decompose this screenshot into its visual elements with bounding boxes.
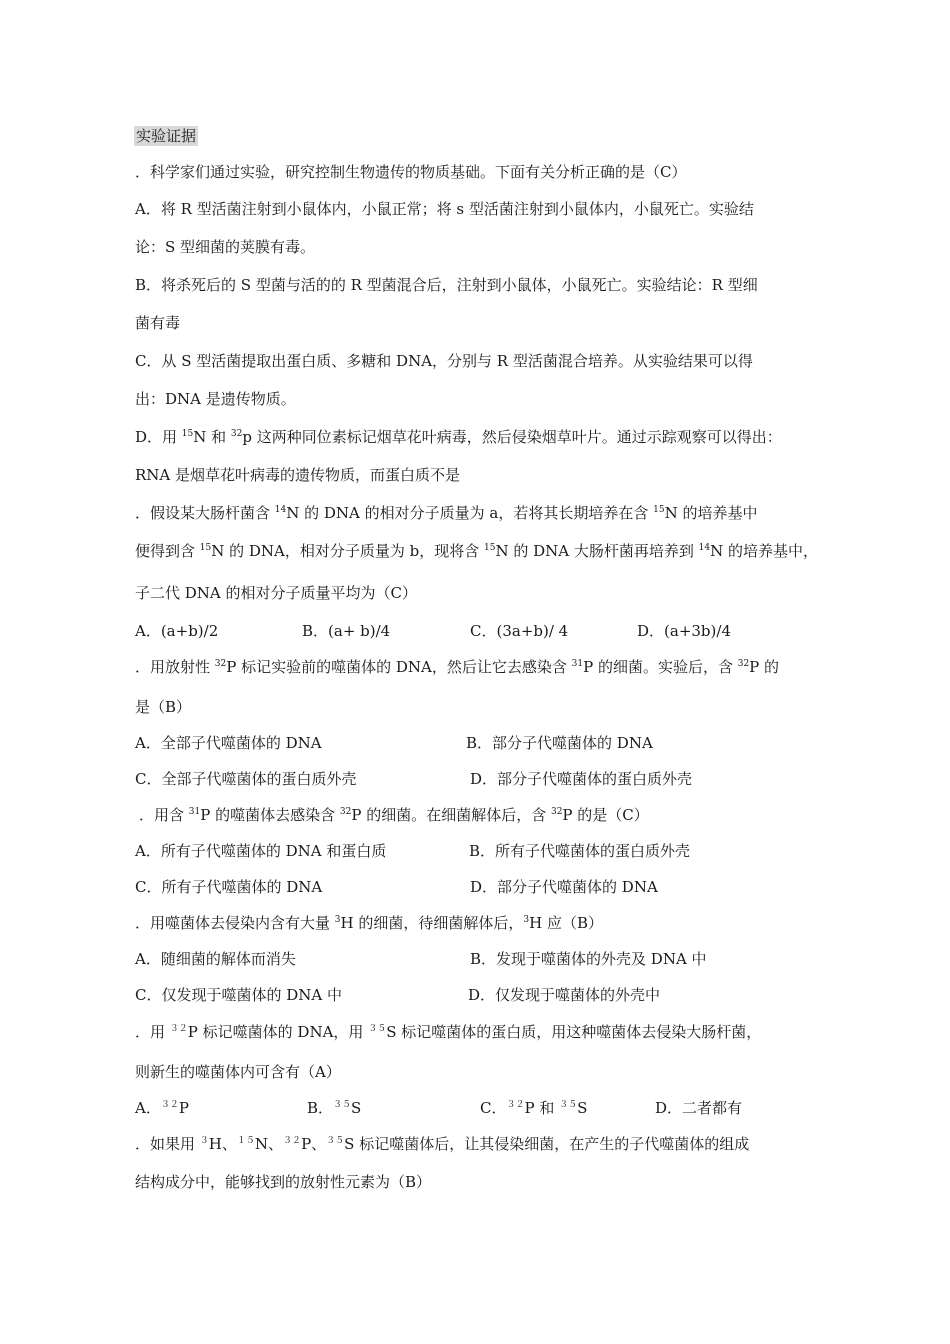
text-fragment: N 的 DNA，相对分子质量为 b，现将含	[211, 542, 485, 560]
text-fragment: S	[351, 1099, 362, 1117]
text-fragment: ．如果用	[135, 1135, 200, 1153]
q2-option-a: A．(a+b)/2	[135, 622, 219, 640]
q6-stem-line2: 则新生的噬菌体内可含有（A）	[135, 1063, 341, 1081]
text-fragment: ．用	[135, 1023, 170, 1041]
superscript: ３５	[559, 1100, 578, 1110]
text-fragment: p 这两种同位素标记烟草花叶病毒，然后侵染烟草叶片。通过示踪观察可以得出：	[242, 428, 782, 446]
q7-stem-line2: 结构成分中，能够找到的放射性元素为（B）	[135, 1173, 432, 1191]
superscript: ３２	[283, 1136, 302, 1146]
superscript: 14	[698, 543, 711, 553]
text-fragment: ．用含	[139, 806, 189, 824]
superscript: 31	[188, 807, 201, 817]
q1-option-d-line2: RNA 是烟草花叶病毒的遗传物质，而蛋白质不是	[135, 466, 461, 484]
superscript: １５	[236, 1136, 255, 1146]
q2-option-b: B．(a+ b)/4	[302, 622, 391, 640]
superscript: 15	[199, 543, 212, 553]
text-fragment: H 应（B）	[529, 914, 603, 932]
q4-option-a: A．所有子代噬菌体的 DNA 和蛋白质	[135, 842, 387, 860]
q1-stem: ．科学家们通过实验，研究控制生物遗传的物质基础。下面有关分析正确的是（C）	[135, 163, 687, 181]
text-fragment: P 的细菌。实验后，含	[583, 658, 738, 676]
q5-options-row2	[135, 985, 755, 1005]
text-fragment: 便得到含	[135, 542, 200, 560]
superscript: 3	[334, 915, 341, 925]
q6-options-row	[135, 1098, 775, 1118]
text-fragment: P 的噬菌体去感染含	[200, 806, 340, 824]
q6-stem-line1	[135, 1022, 761, 1042]
text-fragment: H 的细菌，待细菌解体后，	[340, 914, 524, 932]
q3-option-c: C．全部子代噬菌体的蛋白质外壳	[135, 770, 357, 788]
text-fragment: N 的培养基中，	[710, 542, 819, 560]
superscript: ３５	[368, 1024, 387, 1034]
superscript: 32	[230, 429, 243, 439]
text-fragment: N 和	[193, 428, 231, 446]
text-fragment: N 的培养基中	[664, 504, 758, 522]
q3-option-d: D．部分子代噬菌体的蛋白质外壳	[470, 770, 693, 788]
text-fragment: P、	[301, 1135, 327, 1153]
q1-option-a-line2: 论：S 型细菌的荚膜有毒。	[135, 238, 316, 256]
text-fragment: P 的细菌。在细菌解体后，含	[351, 806, 551, 824]
text-fragment: S 标记噬菌体后，让其侵染细菌，在产生的子代噬菌体的组成	[344, 1135, 750, 1153]
q2-option-d: D．(a+3b)/4	[637, 622, 731, 640]
text-fragment: P 和	[524, 1099, 560, 1117]
q5-option-a: A．随细菌的解体而消失	[135, 950, 296, 968]
text-fragment: H、	[208, 1135, 237, 1153]
text-fragment: S	[577, 1099, 588, 1117]
text-fragment: S 标记噬菌体的蛋白质，用这种噬菌体去侵染大肠杆菌，	[386, 1023, 762, 1041]
text-fragment: B．	[307, 1099, 334, 1117]
q5-options-row1	[135, 949, 755, 969]
q3-stem-line2: 是（B）	[135, 698, 192, 716]
q1-option-c-line1: C．从 S 型活菌提取出蛋白质、多糖和 DNA，分别与 R 型活菌混合培养。从实验结果可以得	[135, 352, 753, 370]
superscript: ３２	[506, 1100, 525, 1110]
text-fragment: P 的是（C）	[562, 806, 649, 824]
superscript: 15	[653, 505, 665, 515]
text-fragment: P 标记实验前的噬菌体的 DNA，然后让它去感染含	[226, 658, 572, 676]
q6-option-a	[135, 1098, 189, 1118]
superscript: ３	[199, 1136, 209, 1146]
q3-option-b: B．部分子代噬菌体的 DNA	[466, 734, 653, 752]
superscript: ３２	[160, 1100, 179, 1110]
q1-option-a-line1: A．将 R 型活菌注射到小鼠体内，小鼠正常；将 s 型活菌注射到小鼠体内，小鼠死亡。实验结	[135, 200, 754, 218]
text-fragment: ．假设某大肠杆菌含	[135, 504, 275, 522]
section-title: 实验证据	[136, 127, 197, 145]
text-fragment: N 的 DNA 大肠杆菌再培养到	[495, 542, 699, 560]
q1-option-d-line1	[135, 427, 782, 447]
superscript: 32	[214, 659, 227, 669]
q3-options-row2	[135, 769, 755, 789]
q2-stem-line2	[135, 541, 818, 561]
text-fragment: D．用	[135, 428, 182, 446]
superscript: 15	[484, 543, 496, 553]
text-fragment: N 的 DNA 的相对分子质量为 a，若将其长期培养在含	[286, 504, 654, 522]
q4-option-b: B．所有子代噬菌体的蛋白质外壳	[469, 842, 691, 860]
q4-options-row1	[135, 841, 755, 861]
superscript: 32	[339, 807, 352, 817]
q1-option-b-line1: B．将杀死后的 S 型菌与活的的 R 型菌混合后，注射到小鼠体，小鼠死亡。实验结论：R 型细	[135, 276, 758, 294]
superscript: 3	[523, 915, 530, 925]
superscript: 31	[571, 659, 584, 669]
q4-stem	[139, 805, 649, 825]
q3-option-a: A．全部子代噬菌体的 DNA	[135, 734, 322, 752]
q2-stem-line1	[135, 503, 758, 523]
superscript: ３５	[326, 1136, 345, 1146]
q6-option-d: D．二者都有	[655, 1099, 743, 1117]
superscript: ３５	[333, 1100, 352, 1110]
q4-option-d: D．部分子代噬菌体的 DNA	[470, 878, 658, 896]
q1-option-b-line2: 菌有毒	[135, 314, 181, 332]
q4-option-c: C．所有子代噬菌体的 DNA	[135, 878, 323, 896]
superscript: 14	[274, 505, 287, 515]
text-fragment: P	[178, 1099, 189, 1117]
q6-option-c	[480, 1098, 587, 1118]
q5-stem	[135, 913, 603, 933]
text-fragment: N、	[254, 1135, 284, 1153]
q6-option-b	[307, 1098, 361, 1118]
superscript: 15	[181, 429, 194, 439]
text-fragment: ．用噬菌体去侵染内含有大量	[135, 914, 335, 932]
text-fragment: A．	[135, 1099, 161, 1117]
superscript: 32	[550, 807, 563, 817]
q5-option-c: C．仅发现于噬菌体的 DNA 中	[135, 986, 342, 1004]
q2-option-c: C．(3a+b)/ 4	[470, 622, 569, 640]
q3-stem-line1	[135, 657, 779, 677]
text-fragment: C．	[480, 1099, 507, 1117]
q1-option-c-line2: 出：DNA 是遗传物质。	[135, 390, 296, 408]
superscript: 32	[737, 659, 750, 669]
q7-stem-line1	[135, 1134, 749, 1154]
text-fragment: P 的	[749, 658, 780, 676]
q2-options-row	[135, 621, 775, 641]
text-fragment: ．用放射性	[135, 658, 215, 676]
q3-options-row1	[135, 733, 755, 753]
q5-option-b: B．发现于噬菌体的外壳及 DNA 中	[470, 950, 707, 968]
q5-option-d: D．仅发现于噬菌体的外壳中	[468, 986, 661, 1004]
superscript: ３２	[169, 1024, 188, 1034]
q2-stem-line3: 子二代 DNA 的相对分子质量平均为（C）	[135, 584, 417, 602]
q4-options-row2	[135, 877, 755, 897]
text-fragment: P 标记噬菌体的 DNA，用	[187, 1023, 369, 1041]
